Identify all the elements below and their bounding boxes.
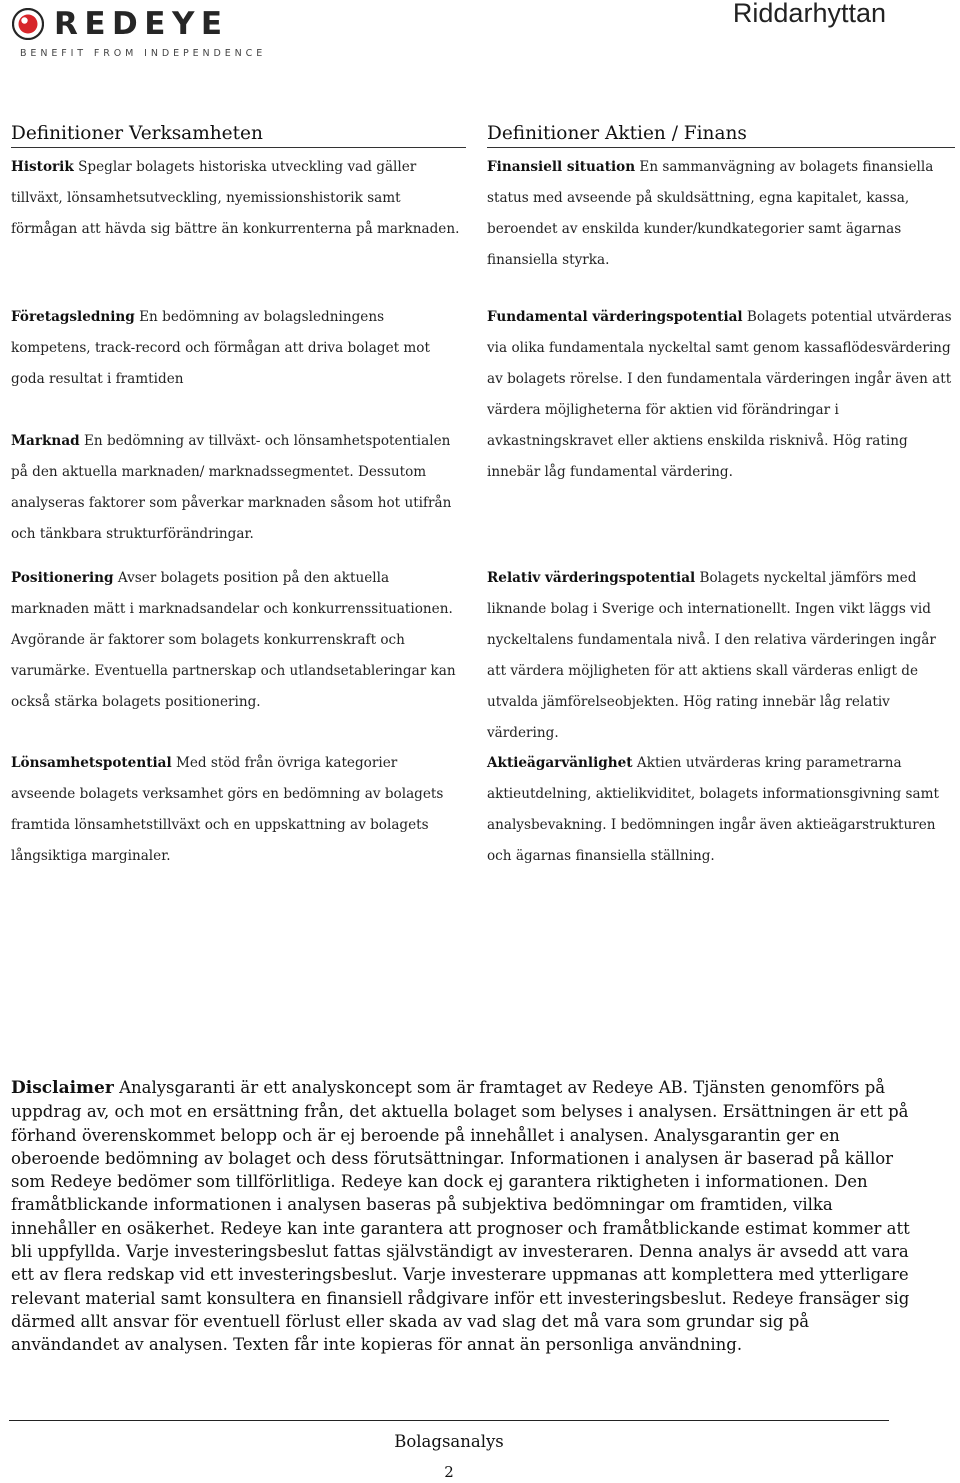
text-positionering: Avser bolagets position på den aktuella marknaden mätt i marknadsandelar och konkurrenssituationen. Avgörande är faktorer som bolagets konkurrenskraft och varumärke. Eventuella partnerskap och utlandsetableringar kan också stärka bolagets positionering. [11, 570, 456, 710]
company-name: Riddarhyttan [732, 0, 886, 28]
text-foretagsledning: En bedömning av bolagsledningens kompetens, track-record och förmågan att driva bolaget mot goda resultat i framtiden [11, 309, 430, 387]
paragraph-foretagsledning [11, 302, 463, 395]
term-positionering: Positionering [11, 570, 114, 586]
term-aktieagarvanlighet: Aktieägarvänlighet [487, 755, 633, 771]
paragraph-marknad [11, 426, 463, 550]
text-lonsamhetspotential: Med stöd från övriga kategorier avseende bolagets verksamhet görs en bedömning av bolagets framtida lönsamhetstillväxt och en uppskattning av bolagets långsiktiga marginaler. [11, 755, 444, 864]
term-foretagsledning: Företagsledning [11, 309, 135, 325]
disclaimer-term: Disclaimer [11, 1078, 114, 1098]
term-marknad: Marknad [11, 433, 80, 449]
text-historik: Speglar bolagets historiska utveckling vad gäller tillväxt, lönsamhetsutveckling, nyemissionshistorik samt förmågan att hävda sig bättre än konkurrenterna på marknaden. [11, 159, 460, 237]
paragraph-fundamental-varderingspotential [487, 302, 955, 488]
logo-tagline: BENEFIT FROM INDEPENDENCE [20, 48, 267, 59]
paragraph-finansiell-situation [487, 152, 955, 276]
paragraph-historik [11, 152, 463, 245]
disclaimer-block [11, 1076, 911, 1357]
text-aktieagarvanlighet: Aktien utvärderas kring parametrarna aktieutdelning, aktielikviditet, bolagets informationsgivning samt analysbevakning. I bedömningen ingår även aktieägarstrukturen och ägarnas finansiella ställning. [487, 755, 939, 864]
term-historik: Historik [11, 159, 74, 175]
paragraph-relativ-varderingspotential [487, 563, 955, 749]
page-number: 2 [444, 1463, 454, 1481]
text-relativ-varderingspotential: Bolagets nyckeltal jämförs med liknande bolag i Sverige och internationellt. Ingen vikt läggs vid nyckeltalens fundamentala nivå. I den relativa värderingen ingår att värdera möjligheten för att aktiens skall värderas enligt de utvalda jämförelseobjekten. Hög rating innebär låg relativ värdering. [487, 570, 936, 741]
heading-aktien-finans: Definitioner Aktien / Finans [487, 122, 955, 148]
footer-title: Bolagsanalys [394, 1432, 504, 1451]
term-lonsamhetspotential: Lönsamhetspotential [11, 755, 172, 771]
paragraph-lonsamhetspotential [11, 748, 463, 872]
paragraph-aktieagarvanlighet [487, 748, 955, 872]
disclaimer-text: Analysgaranti är ett analyskoncept som är framtaget av Redeye AB. Tjänsten genomförs på uppdrag av, och mot en ersättning från, det aktuella bolaget som belyses i analysen. Ersättningen är ett på förhand överenskommet belopp och är ej beroende på innehållet i analysen. Analysgarantin ger en oberoende bedömning av bolaget och dess förutsättningar. Informationen i analysen är baserad på källor som Redeye bedömer som tillförlitliga. Redeye kan dock ej garantera riktigheten i informationen. Den framåtblickande informationen i analysen baseras på subjektiva bedömningar om framtiden, vilka innehåller en osäkerhet. Redeye kan inte garantera att prognoser och framåtblickande estimat kommer att bli uppfyllda. Varje investeringsbeslut fattas självständigt av investeraren. Denna analys är avsedd att vara ett av flera redskap vid ett investeringsbeslut. Varje investerare uppmanas att komplettera med ytterligare relevant material samt konsultera en finansiell rådgivare inför ett investeringsbeslut. Redeye fransäger sig därmed allt ansvar för eventuell förlust eller skada av vad slag det må vara som grundar sig på användandet av analysen. Texten får inte kopieras för annat än personliga användning. [11, 1078, 910, 1355]
heading-verksamheten: Definitioner Verksamheten [11, 122, 466, 148]
paragraph-positionering [11, 563, 463, 718]
term-finansiell-situation: Finansiell situation [487, 159, 636, 175]
redeye-logo [8, 4, 278, 62]
footer-divider [9, 1420, 889, 1421]
term-fundamental-varderingspotential: Fundamental värderingspotential [487, 309, 743, 325]
text-finansiell-situation: En sammanvägning av bolagets finansiella status med avseende på skuldsättning, egna kapitalet, kassa, beroendet av enskilda kunder/kundkategorier samt ägarnas finansiella styrka. [487, 159, 934, 268]
text-fundamental-varderingspotential: Bolagets potential utvärderas via olika fundamentala nyckeltal samt genom kassaflödesvärdering av bolagets rörelse. I den fundamentala värderingen ingår även att värdera möjligheterna för aktien vid förändringar i avkastningskravet eller aktiens enskilda risknivå. Hög rating innebär låg fundamental värdering. [487, 309, 952, 480]
logo-wordmark: REDEYE [54, 6, 229, 42]
term-relativ-varderingspotential: Relativ värderingspotential [487, 570, 696, 586]
eye-logo-icon [12, 8, 44, 40]
text-marknad: En bedömning av tillväxt- och lönsamhetspotentialen på den aktuella marknaden/ marknadssegmentet. Dessutom analyseras faktorer som påverkar marknaden såsom hot utifrån och tänkbara strukturförändringar. [11, 433, 452, 542]
